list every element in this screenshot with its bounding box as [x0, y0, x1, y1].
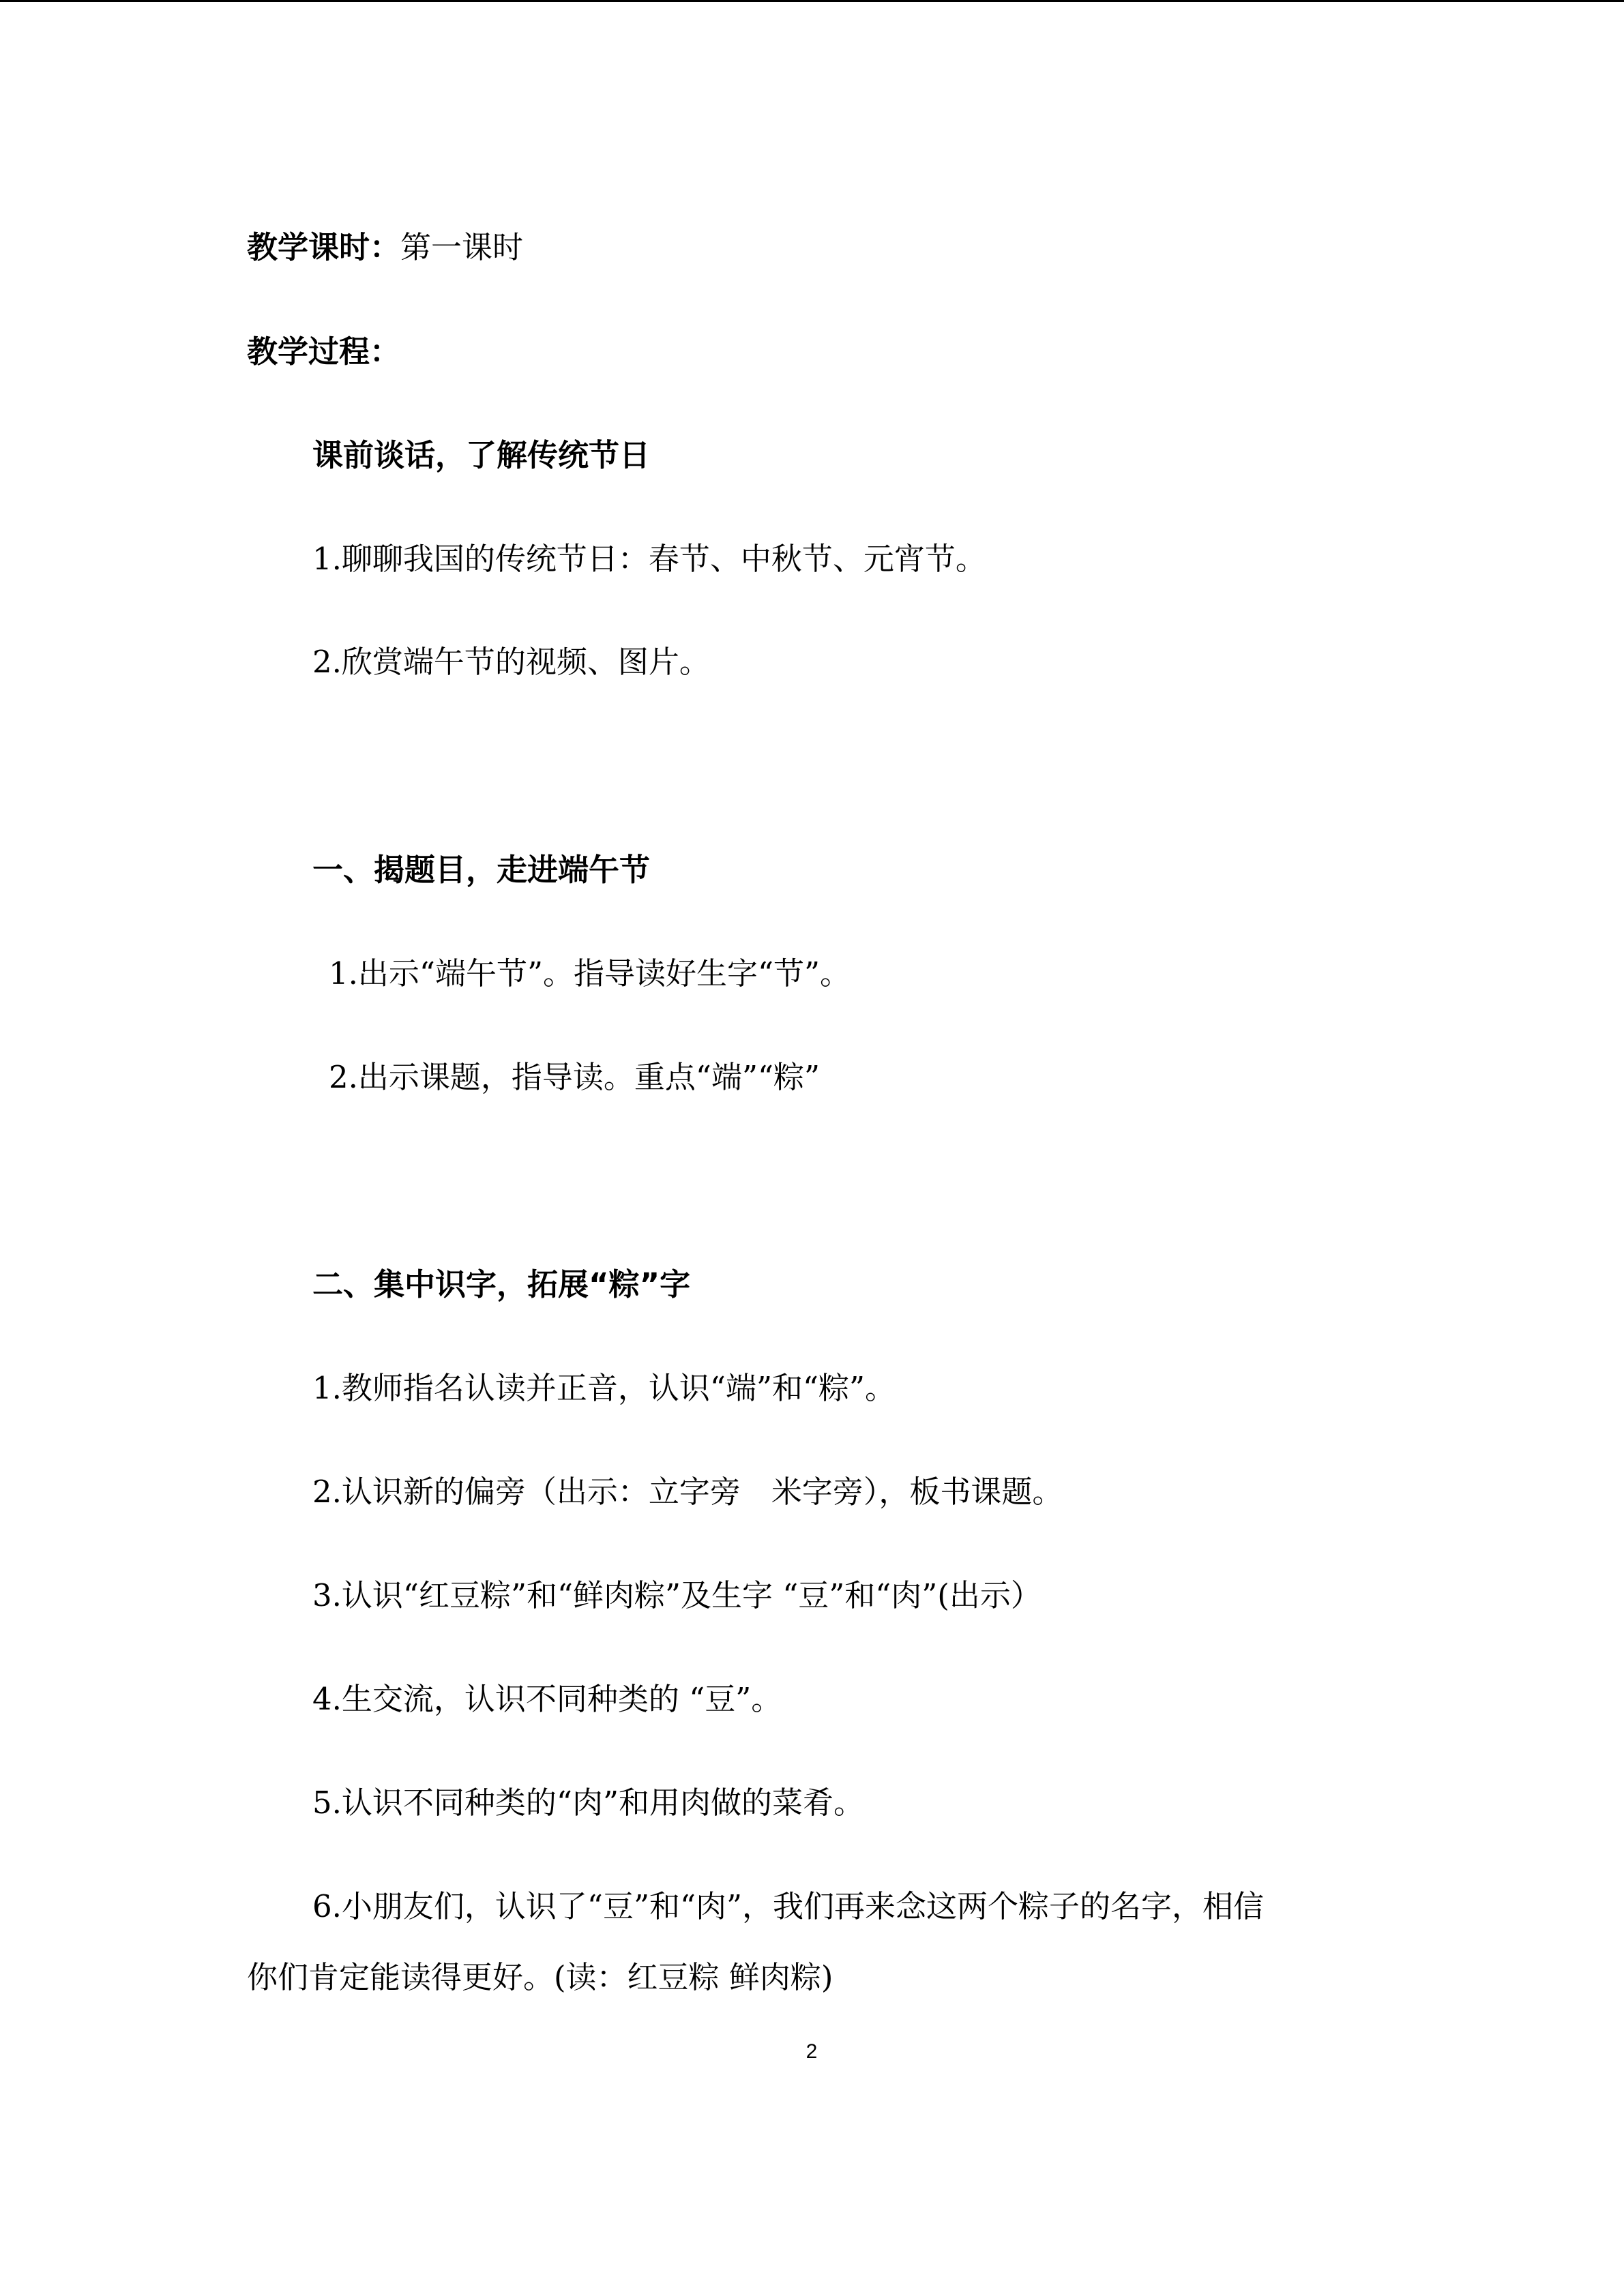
page-number: 2 [806, 2040, 818, 2063]
section2-item-3: 3.认识“红豆粽”和“鲜肉粽”及生字 “豆”和“肉”(出示） [312, 1577, 1042, 1613]
lesson-time-value: 第一课时 [400, 229, 524, 265]
section2-heading: 二、集中识字，拓展“粽”字 [312, 1266, 691, 1302]
section2-item-6-continued: 你们肯定能读得更好。(读：红豆粽 鲜肉粽) [247, 1959, 833, 1995]
intro-item-2: 2.欣赏端午节的视频、图片。 [312, 644, 710, 680]
section2-item-1: 1.教师指名认读并正音，认识“端”和“粽”。 [312, 1370, 896, 1406]
section1-heading: 一、揭题目，走进端午节 [312, 852, 651, 888]
intro-heading: 课前谈话，了解传统节日 [312, 437, 651, 473]
lesson-time-line [247, 229, 524, 265]
section2-item-4: 4.生交流，认识不同种类的 “豆”。 [312, 1681, 782, 1717]
section2-item-6: 6.小朋友们，认识了“豆”和“肉”，我们再来念这两个粽子的名字，相信 [312, 1888, 1264, 1924]
intro-item-1: 1.聊聊我国的传统节日：春节、中秋节、元宵节。 [312, 541, 986, 577]
page-top-border [0, 0, 1624, 2]
process-label: 教学过程： [247, 333, 401, 370]
section2-item-5: 5.认识不同种类的“肉”和用肉做的菜肴。 [312, 1785, 864, 1821]
section2-item-2: 2.认识新的偏旁（出示：立字旁 米字旁），板书课题。 [312, 1474, 1063, 1510]
section1-item-2: 2.出示课题，指导读。重点“端”“粽” [329, 1059, 820, 1095]
lesson-time-label: 教学课时： [247, 229, 401, 265]
section1-item-1: 1.出示“端午节”。指导读好生字“节”。 [329, 955, 851, 992]
